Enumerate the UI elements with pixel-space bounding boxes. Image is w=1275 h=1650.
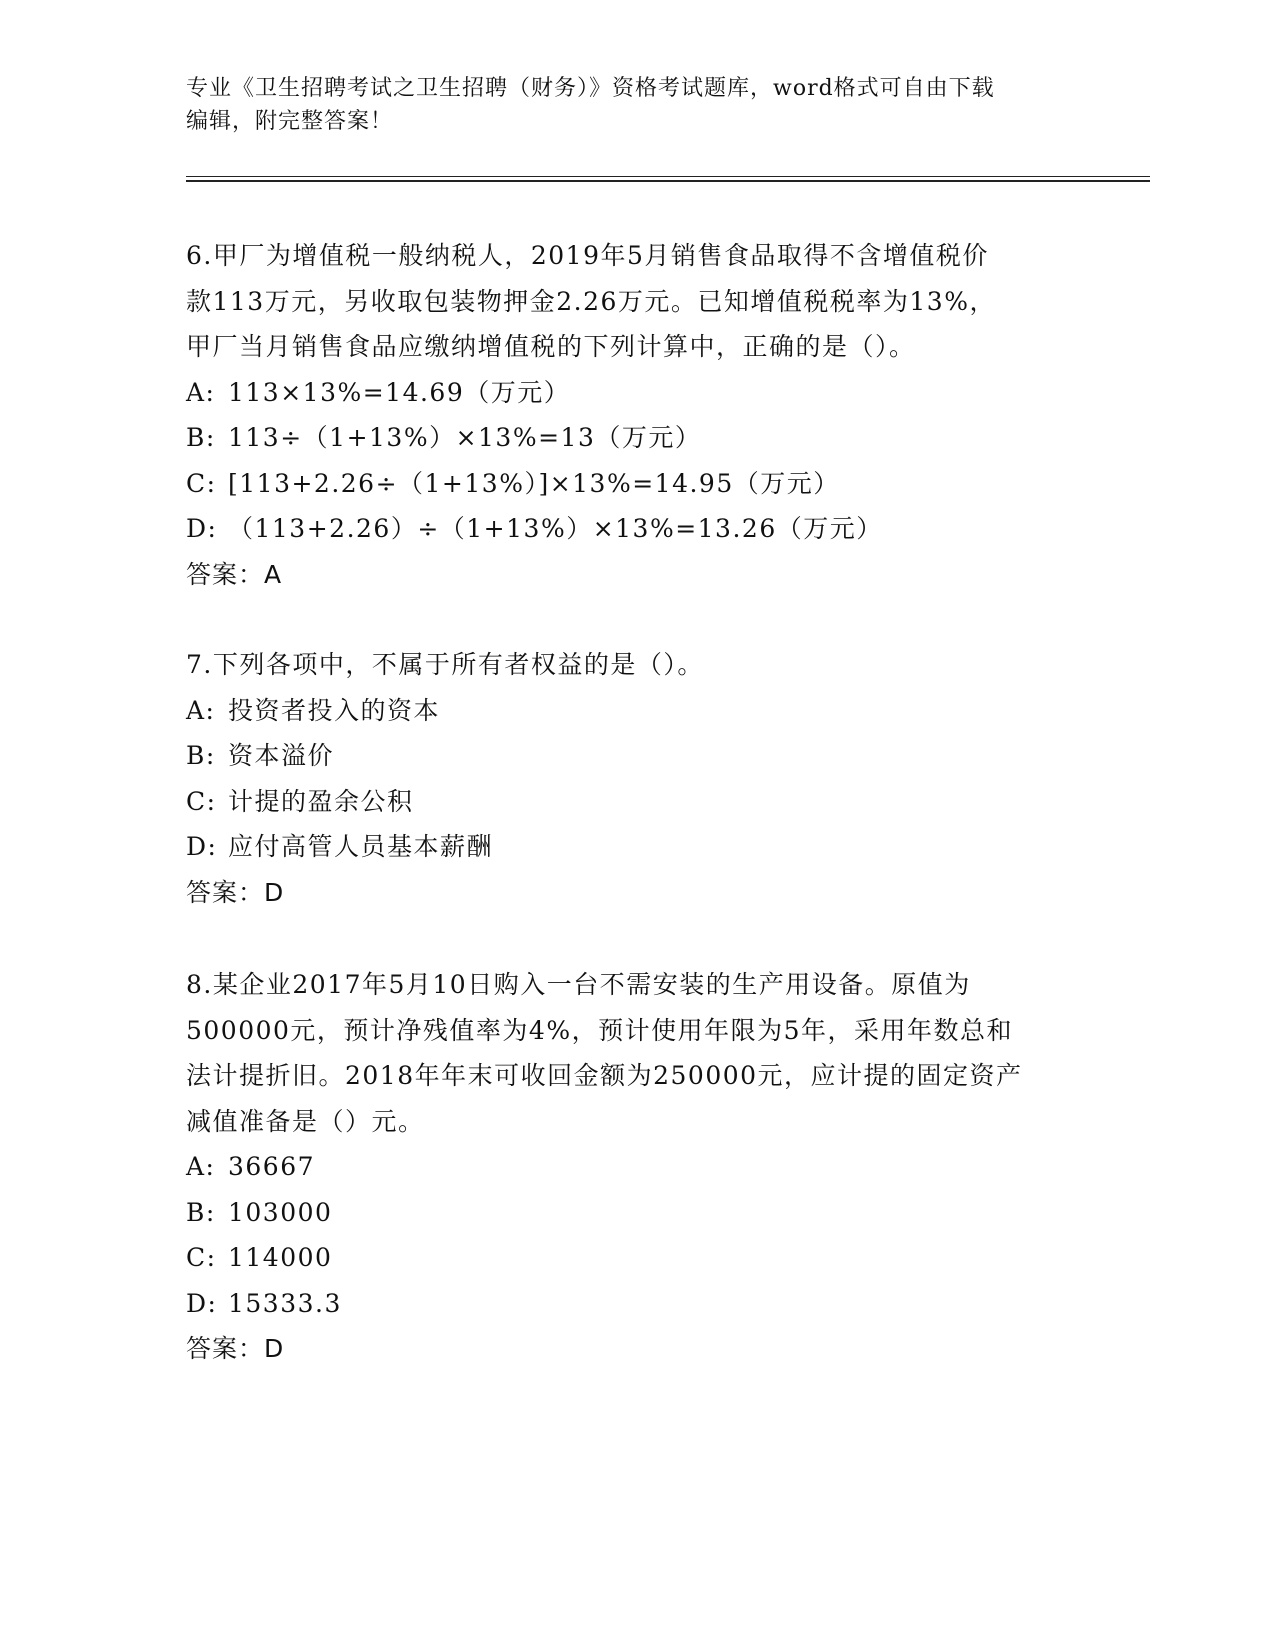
header-line-1: 专业《卫生招聘考试之卫生招聘（财务）》资格考试题库，word格式可自由下载 xyxy=(186,76,995,101)
option-a xyxy=(186,370,1086,416)
option-b xyxy=(186,415,1086,461)
document-header xyxy=(186,72,1086,138)
option-c xyxy=(186,1235,1086,1281)
option-label: C: xyxy=(186,786,217,816)
option-text: 114000 xyxy=(228,1243,333,1272)
option-a xyxy=(186,1144,1086,1190)
option-c xyxy=(186,461,1086,507)
answer-line: 答案：A xyxy=(186,559,283,589)
option-b xyxy=(186,733,1086,779)
answer-line: 答案：D xyxy=(186,1334,285,1363)
option-label: A: xyxy=(186,695,216,725)
option-d xyxy=(186,506,1086,552)
option-text: 15333.3 xyxy=(228,1288,342,1318)
question-stem-line: 7.下列各项中，不属于所有者权益的是（）。 xyxy=(186,650,704,679)
option-text: 资本溢价 xyxy=(228,741,335,770)
option-label: A: xyxy=(186,377,216,407)
option-label: B: xyxy=(186,1197,216,1227)
question-stem-line: 款113万元，另收取包装物押金2.26万元。已知增值税税率为13%， xyxy=(186,286,996,316)
option-label: A: xyxy=(186,1152,216,1181)
option-label: D: xyxy=(186,1288,218,1318)
option-label: C: xyxy=(186,468,217,498)
option-label: C: xyxy=(186,1243,217,1272)
header-line-2: 编辑，附完整答案！ xyxy=(186,109,394,134)
option-c xyxy=(186,779,1086,825)
option-a xyxy=(186,688,1086,734)
question-stem-line: 法计提折旧。2018年年末可收回金额为250000元，应计提的固定资产 xyxy=(186,1061,1023,1090)
header-divider-thin xyxy=(186,176,1150,177)
option-b xyxy=(186,1190,1086,1236)
option-label: B: xyxy=(186,423,216,452)
option-label: D: xyxy=(186,514,218,543)
option-d xyxy=(186,824,1086,870)
option-d xyxy=(186,1281,1086,1327)
option-text: 113×13%=14.69（万元） xyxy=(228,377,571,407)
header-divider-thick xyxy=(186,180,1150,182)
question-6 xyxy=(186,233,1086,597)
option-text: 113÷（1+13%）×13%=13（万元） xyxy=(228,423,702,452)
option-label: D: xyxy=(186,832,218,861)
question-stem-line: 甲厂当月销售食品应缴纳增值税的下列计算中，正确的是（）。 xyxy=(186,332,916,361)
option-text: [113+2.26÷（1+13%）]×13%=14.95（万元） xyxy=(228,468,840,498)
question-7 xyxy=(186,642,1086,915)
option-text: 应付高管人员基本薪酬 xyxy=(228,832,494,861)
option-label: B: xyxy=(186,741,216,770)
question-stem-line: 减值准备是（）元。 xyxy=(186,1106,425,1136)
option-text: 计提的盈余公积 xyxy=(228,786,414,816)
question-stem-line: 6.甲厂为增值税一般纳税人，2019年5月销售食品取得不含增值税价 xyxy=(186,241,989,270)
question-8 xyxy=(186,962,1086,1372)
option-text: 36667 xyxy=(228,1152,316,1181)
question-stem-line: 8.某企业2017年5月10日购入一台不需安装的生产用设备。原值为 xyxy=(186,970,971,999)
option-text: 103000 xyxy=(228,1197,333,1227)
option-text: 投资者投入的资本 xyxy=(228,695,441,725)
question-stem-line: 500000元，预计净残值率为4%，预计使用年限为5年，采用年数总和 xyxy=(186,1015,1014,1045)
answer-line: 答案：D xyxy=(186,877,285,907)
option-text: （113+2.26）÷（1+13%）×13%=13.26（万元） xyxy=(228,514,883,543)
